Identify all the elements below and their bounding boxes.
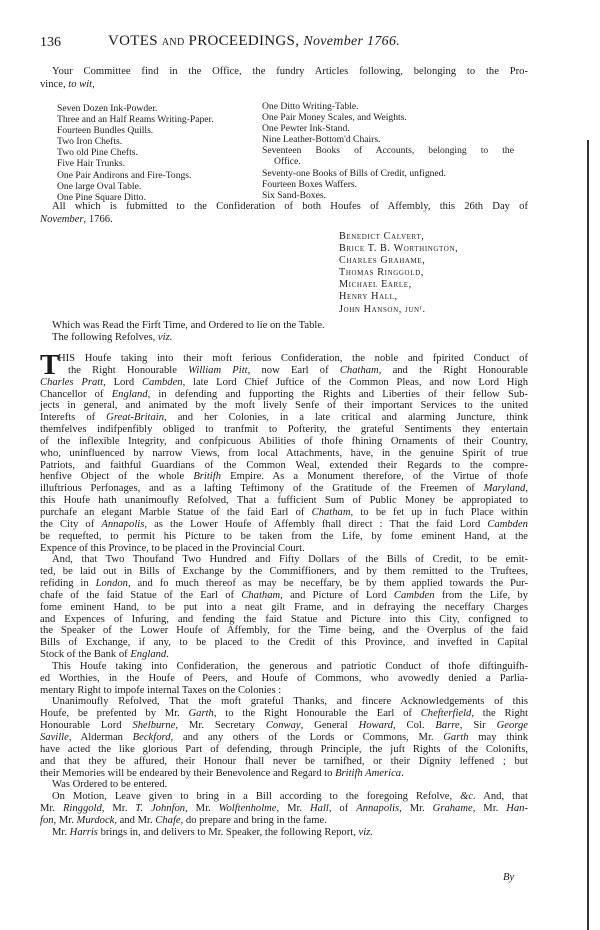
italic-text: Annapolis [356, 803, 400, 815]
signatory-name: John Hanson, junʳ. [339, 303, 426, 315]
text-line: Expence of this Province, to be placed in the Provincial Court. [40, 542, 305, 554]
text-line: All which is fubmitted to the Confideration of both Houfes of Affembly, this 26th Day of [52, 201, 528, 212]
italic-text: &c. [460, 791, 476, 803]
text-line: Was Ordered to be entered. [52, 779, 168, 791]
text-line: and Expences of Infuring, and fending the faid Statue and Picture into this City, configned to [40, 613, 528, 625]
italic-text: viz. [358, 826, 373, 838]
article-item: Six Sand-Boxes. [262, 189, 326, 201]
article-item: Office. [274, 156, 301, 168]
text-line: Your Committee find in the Office, the fundry Articles following, belonging to the Pro- [52, 66, 528, 77]
article-item: Nine Leather-Bottom'd Chairs. [262, 134, 381, 146]
italic-text: Britifh America [335, 767, 402, 779]
page-number: 136 [40, 35, 61, 50]
text-line: have acted the like glorious Part of defending, through Principle, the juft Rights of the Colonifts, [40, 743, 528, 755]
text-line: ed Worthies, in the Houfe of Peers, and Houfe of Commons, who avowedly denied a Parlia- [40, 672, 528, 684]
italic-text: Chefterfield [420, 708, 472, 720]
resolve-paragraph [40, 791, 528, 827]
italic-text: Cambden [487, 518, 528, 530]
text-line: Stock of the Bank of England. [40, 649, 169, 661]
catchword: By [503, 872, 515, 883]
article-item: Two Iron Chefts. [57, 136, 123, 148]
italic-text: Wolftenholme [218, 803, 277, 815]
article-item: Fourteen Bundles Quills. [57, 125, 154, 137]
text-line: Mr. Harris brings in, and delivers to Mr. Speaker, the following Report, viz. [52, 826, 373, 838]
italic-text: Great-Britain [106, 412, 165, 424]
resolve-paragraph [40, 827, 528, 839]
italic-text: fon [40, 814, 54, 826]
reading-note [52, 320, 325, 345]
text-line: mentary Right to impofe internal Taxes on the Colonies : [40, 684, 282, 696]
text-line: HIS Houfe taking into their moft ferious Confideration, the noble and fpirited Conduct of [58, 353, 528, 364]
article-item: Fourteen Boxes Waffers. [262, 178, 358, 190]
resolves-body [40, 349, 529, 839]
italic-text: Murdock [76, 814, 115, 826]
italic-text: Maryland [483, 483, 526, 495]
article-item: One Pewter Ink-Stand. [262, 123, 350, 135]
text-line: their Memories will be endeared by their Benevolence and Regard to Britifh America. [40, 767, 404, 779]
italic-text: Howard [358, 720, 393, 732]
text-line: illuftrious Perfonages, and as a lafting Teftimony of the Gratitude of the Freemen of Maryland, [40, 483, 528, 495]
italic-text: Hall [310, 803, 329, 815]
text-line: Saville, Alderman Beckford, and any others of the Lords or Commons, Mr. Garth may think [40, 732, 528, 743]
text-line: of the inflexible Integrity, and confpicuous Abilities of thofe fhining Ornaments of their Country, [40, 435, 528, 447]
italic-text: Ringgold [62, 803, 102, 815]
articles-left-column [57, 103, 214, 203]
text-line: and that they be affured, their Honour fhall never be tarnifhed, or their Dignity leffened ; but [40, 755, 528, 767]
article-item: One Pair Andirons and Fire-Tongs. [57, 169, 192, 181]
text-line: Houfe, be prefented by Mr. Garth, to the Right Honourable the Earl of Chefterfield, the Right [40, 708, 529, 720]
italic-text: to wit, [68, 78, 95, 90]
italic-text: Saville [40, 732, 69, 743]
italic-text: Garth [188, 708, 214, 720]
text-line: Patriots, and faithful Guardians of the Common Weal, extended their Regards to the compre- [40, 459, 528, 471]
italic-text: William Pitt [188, 364, 248, 376]
resolve-paragraph [40, 554, 528, 661]
resolve-paragraph [40, 349, 529, 554]
signatory-name: Michael Earle, [339, 279, 412, 291]
italic-text: Cambden [141, 376, 183, 388]
text-line: Bills of Exchange, if any, to be placed to the Credit of this Province, and invefted in Capital [40, 637, 528, 649]
text-line: Unanimoufly Refolved, That the moft grateful Thanks, and fincere Acknowledgements of this [52, 696, 528, 708]
italic-text: Chafe [155, 814, 181, 826]
italic-text: Grahame [432, 803, 473, 815]
text-line: who, uninfluenced by narrow Views, from local Attachments, have, in the genuine Spirit of true [40, 447, 528, 459]
text-line: this Houfe hath unanimoufly Refolved, That a fufficient Sum of Public Money be appropiated to [40, 495, 528, 507]
italic-text: Annapolis [101, 518, 145, 530]
italic-text: Charles Pratt [40, 376, 104, 388]
italic-text: Shelburne [132, 720, 176, 732]
italic-text: Garth [443, 732, 469, 743]
article-item: Three and an Half Reams Writing-Paper. [57, 114, 214, 126]
text-line: the City of Annapolis, as the Lower Houfe of Affembly fhall direct : That the faid Lord Cambden [40, 518, 528, 530]
title-and: AND [161, 37, 185, 48]
article-item: One Pair Money Scales, and Weights. [262, 112, 407, 124]
resolve-paragraph [40, 696, 528, 779]
italic-text: Britifh [193, 471, 221, 483]
text-line: henfive Object of the whole Britifh Empire. As a Monument therefore, of the Virtue of thofe [40, 471, 528, 483]
text-line: jects in general, and animated by the moft lively Senfe of their important Services to the united [40, 400, 528, 412]
article-item: One Ditto Writing-Table. [262, 101, 359, 112]
article-item: One large Oval Table. [57, 180, 142, 192]
italic-text: London [95, 578, 128, 590]
text-line: ted, be laid out in Bills of Exchange by the Commiffioners, and by them remitted to the Truftees, [40, 566, 528, 578]
italic-text: T. Johnfon [135, 803, 186, 815]
italic-text: Chatham [241, 589, 281, 601]
title-proceedings: PROCEEDINGS, [188, 33, 300, 49]
resolve-paragraph [40, 779, 528, 791]
italic-text: England [130, 649, 167, 661]
italic-text: Chatham [339, 364, 379, 376]
text-line: vince, to wit, [40, 78, 95, 90]
scan-edge-line [587, 140, 589, 930]
text-line: fon, Mr. Murdock, and Mr. Chafe, do prepare and bring in the fame. [40, 814, 327, 826]
page-title [108, 33, 400, 50]
text-line: Interefts of Great-Britain, and her Colonies, in a late critical and alarming Juncture, think [40, 412, 528, 424]
title-votes: VOTES [108, 33, 158, 49]
signatory-name: Charles Grahame, [339, 255, 426, 267]
text-line: purchafe an elegant Marble Statue of the faid Earl of Chatham, to be fet up in fuch Place within [40, 506, 529, 518]
signatory-name: Henry Hall, [339, 291, 398, 303]
italic-text: Barre [435, 720, 460, 732]
text-line: Which was Read the Firft Time, and Ordered to lie on the Table. [52, 320, 325, 331]
submission-statement [40, 201, 528, 226]
text-line: And, that Two Thoufand Two Hundred and Fifty Dollars of the Bills of Credit, to be emit- [52, 554, 528, 566]
text-line: On Motion, Leave given to bring in a Bill according to the foregoing Refolve, &c. And, that [52, 791, 528, 803]
text-line: This Houfe taking into Confideration, the generous and patriotic Conduct of thofe diftinguifh- [52, 660, 528, 672]
resolve-paragraph [40, 661, 528, 697]
text-line: Chancellor of England, in defending and fupporting the Rights and Liberties of their fellow Sub- [40, 388, 528, 400]
italic-text: Cambden [393, 589, 435, 601]
italic-text: viz. [157, 332, 173, 344]
text-line: Honourable Lord Shelburne, Mr. Secretary Conway, General Howard, Col. Barre, Sir George [40, 720, 528, 732]
text-line: the Speaker of the Lower Houfe of Affembly, for the Time being, and the Overplus of the faid [40, 625, 528, 637]
italic-text: George [496, 720, 528, 732]
article-item: One Pine Square Ditto. [57, 191, 146, 203]
italic-text: November [40, 213, 84, 225]
signatories [339, 231, 458, 316]
text-line: fome eminent Hand, to be put into a neat gilt Frame, and in defraying the neceffary Charges [40, 601, 528, 613]
article-item: Seventeen Books of Accounts, belonging to the [262, 145, 514, 157]
text-line: chafe of the faid Statue of the Earl of Chatham, and Picture of Lord Cambden from the Life, by [40, 589, 528, 601]
italic-text: England [111, 388, 148, 400]
text-line: themfelves indifpenfibly obliged to tranfmit to Pofterity, the grateful Sentiments they entertain [40, 424, 528, 436]
text-line: Mr. Ringgold, Mr. T. Johnfon, Mr. Wolftenholme, Mr. Hall, of Annapolis, Mr. Grahame, Mr. Han- [40, 803, 528, 815]
italic-text: Chatham [311, 506, 351, 518]
italic-text: Harris [69, 826, 98, 838]
text-line: be requefted, to permit his Picture to be taken from the Life, by fome eminent Hand, at the [40, 530, 528, 542]
article-item: Two old Pine Chefts. [57, 147, 138, 159]
drop-cap: T [40, 349, 60, 381]
text-line: the Right Honourable William Pitt, now Earl of Chatham, and the Right Honourable [68, 364, 528, 376]
signatory-name: Benedict Calvert, [339, 231, 425, 242]
italic-text: Beckford [132, 732, 171, 743]
article-item: Five Hair Trunks. [57, 158, 125, 170]
text-line: Charles Pratt, Lord Cambden, late Lord Chief Juftice of the Common Pleas, and now Lord High [40, 376, 528, 388]
italic-text: Conway [265, 720, 301, 732]
signatory-name: Thomas Ringgold, [339, 267, 424, 279]
title-date: November 1766. [303, 34, 401, 49]
article-item: Seven Dozen Ink-Powder. [57, 103, 158, 114]
committee-intro [40, 66, 528, 91]
text-line: The following Refolves, viz. [52, 332, 173, 344]
italic-text: Han- [506, 803, 528, 815]
article-item: Seventy-one Books of Bills of Credit, unfigned. [262, 167, 446, 179]
signatory-name: Brice T. B. Worthington, [339, 243, 459, 255]
text-line: refiding in London, and fo much thereof as may be neceffary, be by them applied towards the Pur- [40, 578, 528, 590]
articles-right-column [262, 101, 514, 201]
text-line: November, 1766. [40, 213, 113, 225]
